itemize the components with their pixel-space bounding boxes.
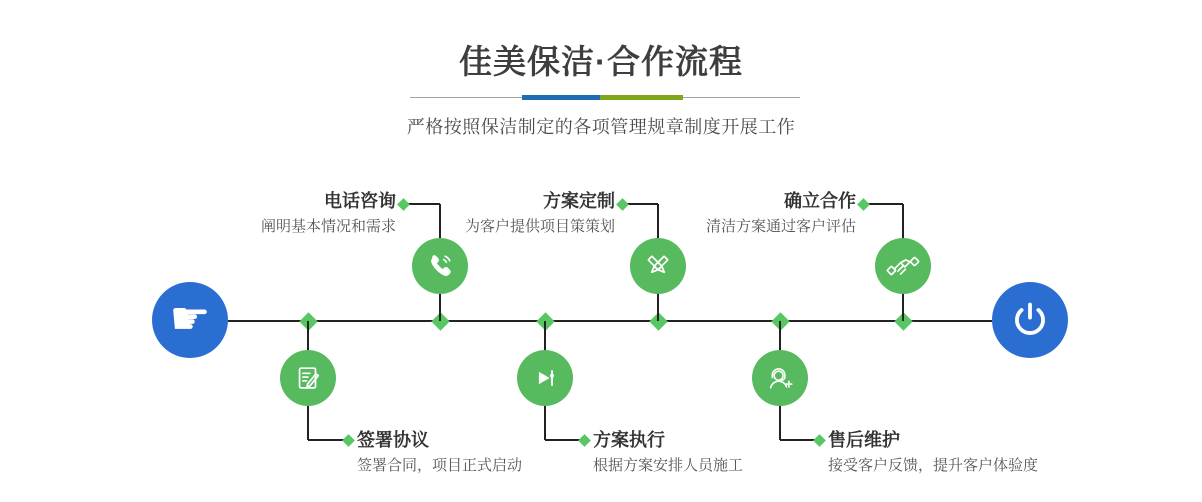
step-label (706, 191, 856, 235)
step-icon-circle (517, 350, 573, 406)
label-diamond (578, 434, 591, 447)
label-diamond (342, 434, 355, 447)
divider-blue-segment (522, 95, 600, 100)
step-desc: 接受客户反馈，提升客户体验度 (828, 457, 1039, 474)
label-diamond (857, 198, 870, 211)
page-title: 佳美保洁·合作流程 (459, 43, 743, 80)
label-diamond (813, 434, 826, 447)
contract-pen-icon (293, 363, 323, 393)
label-diamond (397, 198, 410, 211)
step-title: 确立合作 (784, 191, 856, 211)
step-icon-circle (630, 238, 686, 294)
step-desc: 阐明基本情况和需求 (260, 218, 396, 235)
step-label (261, 191, 396, 235)
step-title: 售后维护 (828, 430, 900, 450)
step-label (357, 430, 522, 474)
step-icon-circle (752, 350, 808, 406)
step-icon-circle (280, 350, 336, 406)
handshake-icon (886, 249, 920, 283)
timeline-line (228, 320, 992, 322)
label-diamond (616, 198, 629, 211)
step-desc: 根据方案安排人员施工 (593, 457, 744, 474)
play-execute-icon (530, 363, 560, 393)
step-title: 方案执行 (593, 430, 665, 450)
step-title: 电话咨询 (324, 191, 396, 211)
step-desc: 签署合同，项目正式启动 (357, 457, 523, 474)
step-title: 签署协议 (357, 430, 429, 450)
page-subtitle: 严格按照保洁制定的各项管理规章制度开展工作 (406, 117, 796, 137)
step-desc: 清洁方案通过客户评估 (705, 218, 856, 235)
step-title: 方案定制 (543, 191, 615, 211)
step-label (828, 430, 1038, 474)
hand-pointing-icon: ☛ (169, 291, 211, 345)
crossed-pencils-icon (643, 251, 673, 281)
title-divider (410, 95, 800, 100)
step-label (465, 191, 615, 235)
start-node (152, 282, 228, 358)
step-label (593, 430, 743, 474)
step-desc: 为客户提供项目策策划 (464, 218, 615, 235)
power-icon (1011, 301, 1049, 339)
end-node (992, 282, 1068, 358)
phone-icon (425, 251, 455, 281)
headset-plus-icon (765, 363, 795, 393)
divider-green-segment (600, 95, 683, 100)
step-icon-circle (412, 238, 468, 294)
step-icon-circle (875, 238, 931, 294)
